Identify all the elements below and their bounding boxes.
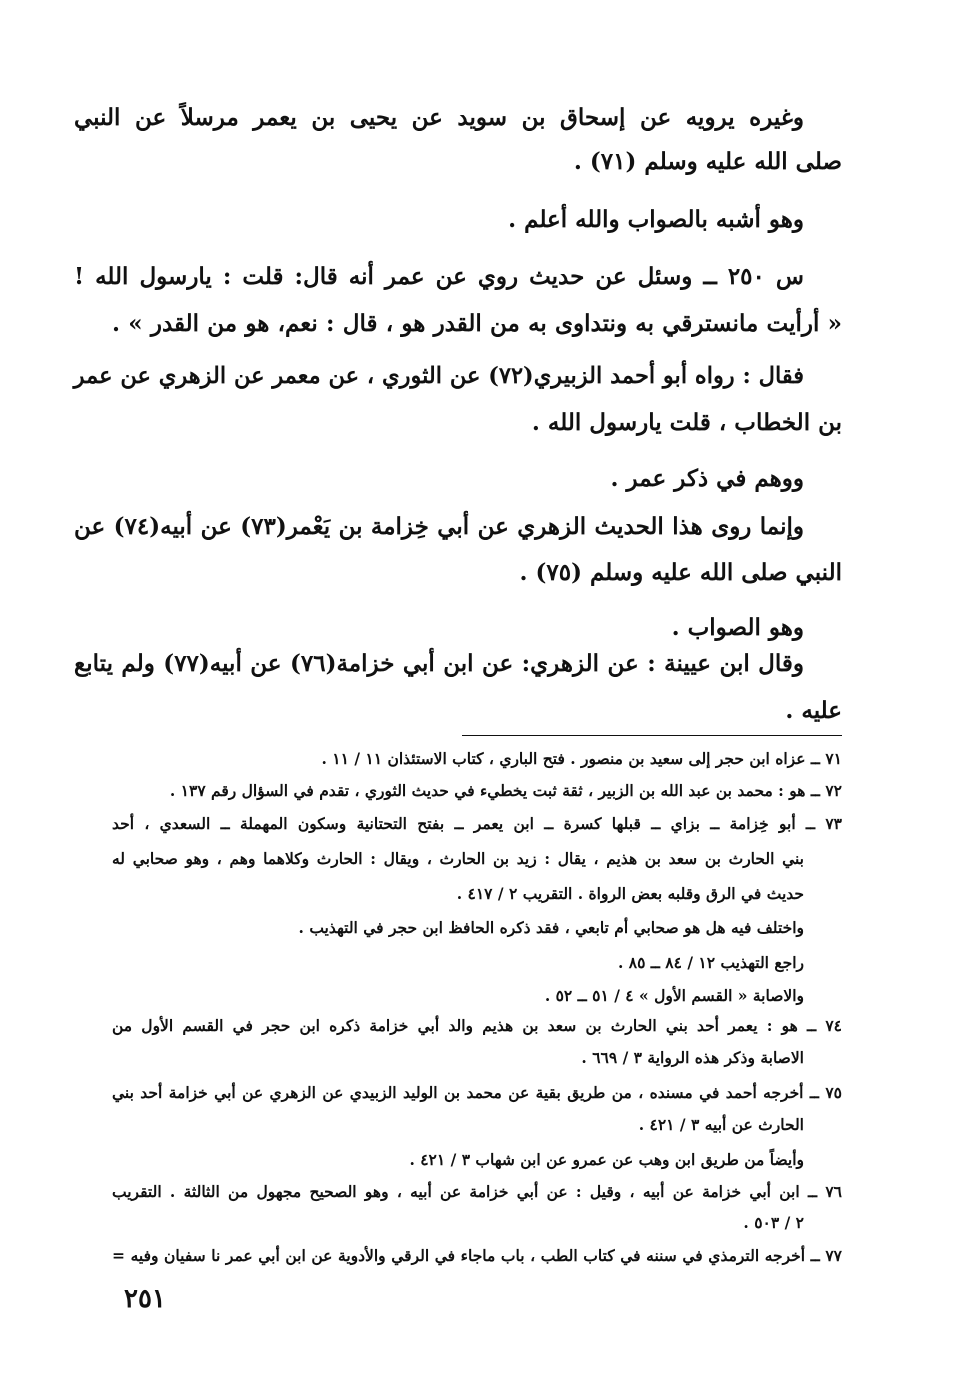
footnote-73-cont-1: بني الحارث بن سعد بن هذيم ، يقال : زيد بن الحارث ، ويقال : الحارث وكلاهما وهم ، وهو صحابي له [112,849,804,868]
body-line-12: وقال ابن عيينة : عن الزهري: عن ابن أبي خزامة(٧٦) عن أبيه(٧٧) ولم يتابع [74,650,805,677]
footnote-75-cont-2: وأيضاً من طريق ابن وهب عن عمرو عن ابن شهاب ٣ / ٤٢١ . [409,1150,804,1169]
body-line-1: وغيره يرويه عن إسحاق بن سويد عن يحيى بن يعمر مرسلاً عن النبي [74,104,804,131]
footnote-75: ٧٥ ــ أخرجه أحمد في مسنده ، من طريق بقية عن محمد بن الوليد الزبيدي عن الزهري عن أبي خزامة أحد بني [112,1083,842,1102]
body-line-8: ووهم في ذكر عمر . [610,465,804,492]
footnote-76: ٧٦ ــ ابن أبي خزامة عن أبيه ، وقيل : عن أبي خزامة عن أبيه ، وهو الصحيح مجهول من الثالثة . التقريب [112,1182,842,1201]
body-line-11: وهو الصواب . [671,614,804,641]
footnote-73-cont-5: والاصابة « القسم الأول » ٤ / ٥١ ــ ٥٢ . [544,986,804,1005]
body-line-9: وإنما روى هذا الحديث الزهري عن أبي خِزامة بن يَعْمر(٧٣) عن أبيه(٧٤) عن [74,513,805,540]
body-line-13: عليه . [785,697,842,724]
footnote-72: ٧٢ ــ هو : محمد بن عبد الله بن الزبير ، ثقة ثبت يخطيء في حديث الثوري ، تقدم في السؤال رقم ١٣٧ . [169,781,842,800]
page-number: ٢٥١ [124,1284,166,1314]
body-line-3: وهو أشبه بالصواب والله أعلم . [508,206,804,233]
footnote-76-cont: ٢ / ٥٠٣ . [743,1213,804,1232]
body-line-5: « أرأيت مانسترقي به ونتداوى به من القدر هو ، قال : نعم، هو من القدر » . [112,310,842,337]
body-line-6: فقال : رواه أبو أحمد الزبيري(٧٢) عن الثوري ، عن معمر عن الزهري عن عمر [73,363,804,389]
footnote-separator [462,735,842,736]
footnote-74-cont: الاصابة وذكر هذه الرواية ٣ / ٦٦٩ . [581,1048,804,1067]
footnote-74: ٧٤ ــ هو : يعمر أحد بني الحارث بن سعد بن هذيم والد أبي خزامة ذكره ابن حجر في القسم الأول من [112,1016,842,1035]
footnote-73-cont-2: حديث في الرق وقلبه بعض الرواة . التقريب ٢ / ٤١٧ . [456,884,804,903]
footnote-77: ٧٧ ــ أخرجه الترمذي في سننه في كتاب الطب ، باب ماجاء في الرقي والأدوية عن ابن أبي عمر نا سفيان وفيه = [112,1246,842,1265]
body-line-2: صلى الله عليه وسلم (٧١) . [573,148,842,175]
body-line-7: بن الخطاب ، قلت يارسول الله . [531,409,842,436]
body-line-4: س ٢٥٠ ــ وسئل عن حديث روي عن عمر أنه قال: قلت : يارسول الله ! [74,263,804,290]
body-line-10: النبي صلى الله عليه وسلم (٧٥) . [519,559,842,586]
footnote-73-cont-4: راجع التهذيب ١٢ / ٨٤ ــ ٨٥ . [617,953,804,972]
footnote-73: ٧٣ ــ أبو خِزامة ــ بزاي ــ قبلها كسرة ــ ابن يعمر ــ بفتح التحتانية وسكون المهملة ــ السعدي ، أحد [112,814,842,833]
footnote-75-cont-1: الحارث عن أبيه ٣ / ٤٢١ . [638,1115,804,1134]
footnote-73-cont-3: واختلف فيه هل هو صحابي أم تابعي ، فقد ذكره الحافظ ابن حجر في التهذيب . [298,918,804,937]
footnote-71: ٧١ ــ عزاه ابن حجر إلى سعيد بن منصور . فتح الباري ، كتاب الاستئذان ١١ / ١١ . [321,749,842,768]
